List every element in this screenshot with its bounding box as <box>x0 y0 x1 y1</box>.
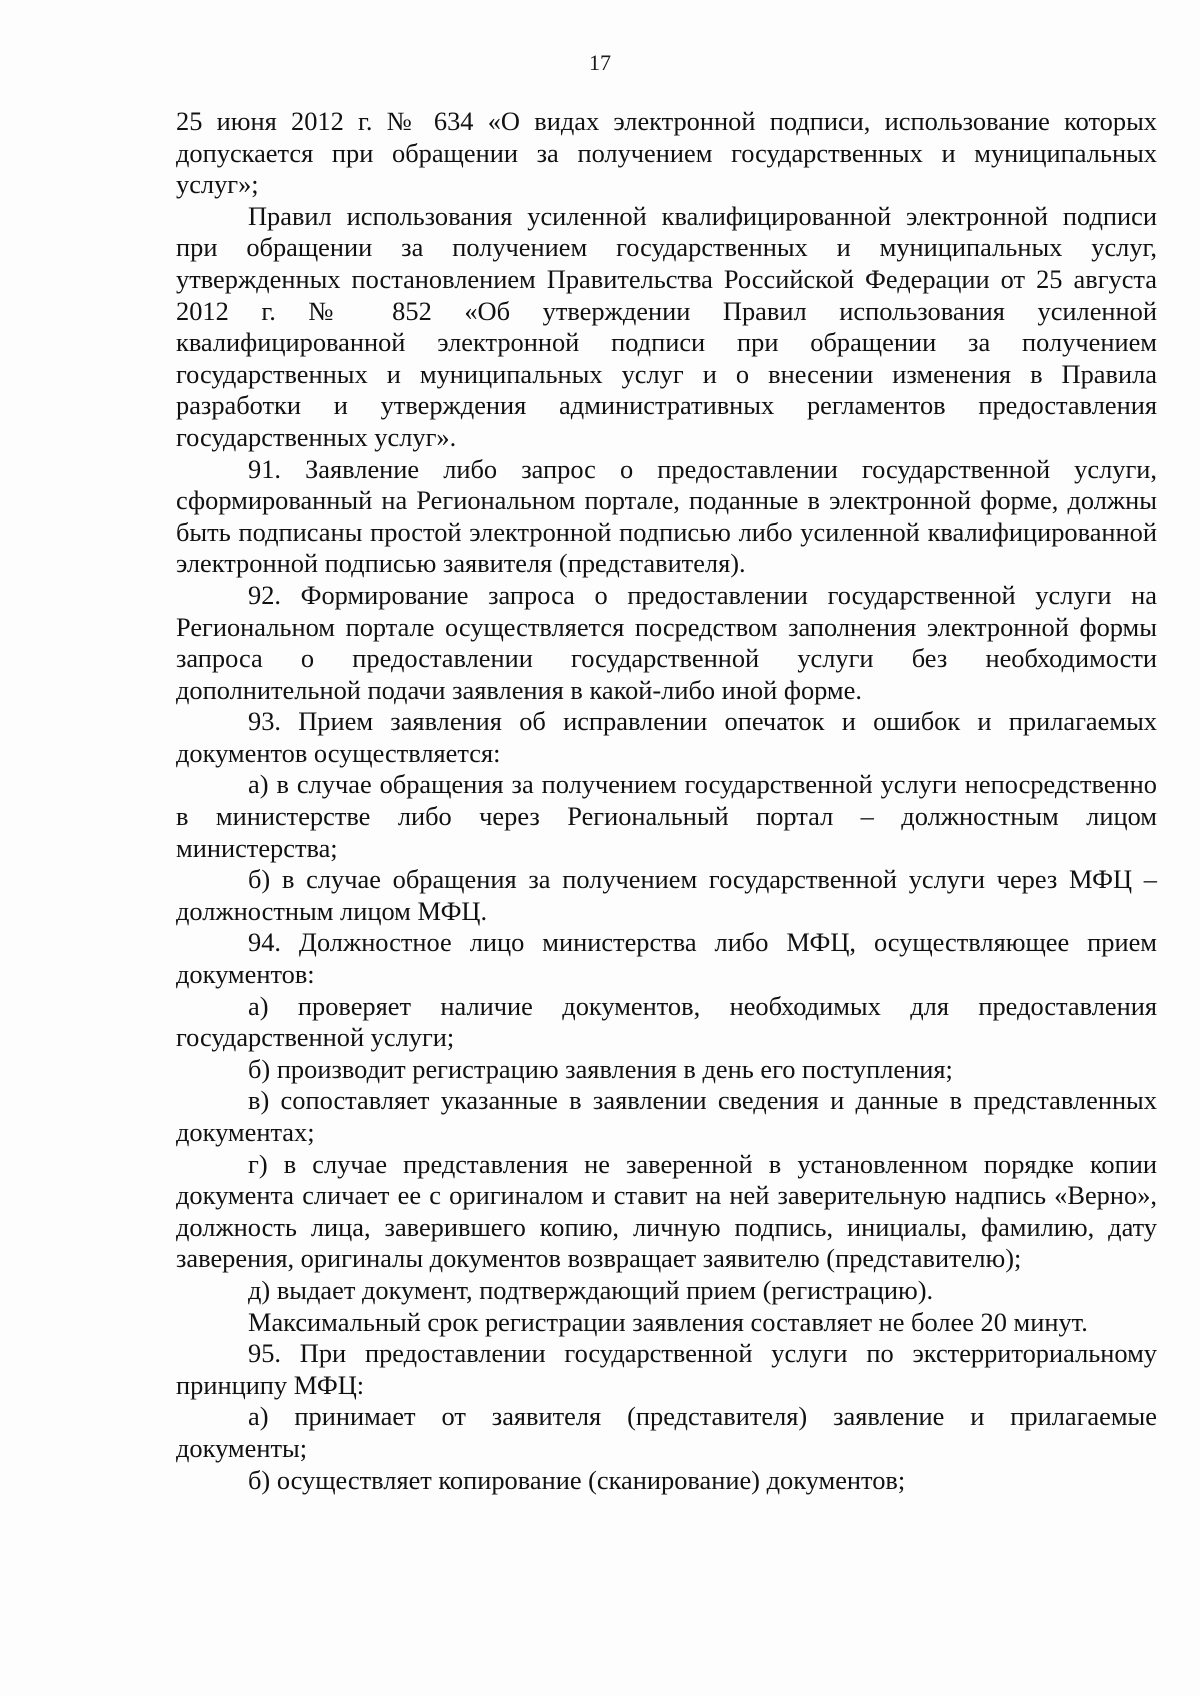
page-number: 17 <box>589 50 611 75</box>
paragraph-94: 94. Должностное лицо министерства либо МФЦ, осуществляющее прием документов: <box>176 927 1157 990</box>
paragraph-95-a: а) принимает от заявителя (представителя) заявление и прилагаемые документы; <box>176 1401 1157 1463</box>
paragraph-95-b: б) осуществляет копирование (сканирование) документов; <box>248 1464 906 1495</box>
paragraph-94-a: а) проверяет наличие документов, необходимых для предоставления государственной услуги; <box>176 990 1157 1053</box>
document-body <box>176 106 1157 1496</box>
paragraph-rules-852: Правил использования усиленной квалифицированной электронной подписи при обращении за получением государственных и муниципальных услуг, утвержденных постановлением Правительства Российской Федерации от 25 августа 2012 г. № 852 «Об утверждении Правил использования усиленной квалифицированной электронной подписи при обращении за получением государственных и муниципальных услуг и о внесении изменения в Правила разработки и утверждения административных регламентов предоставления государственных услуг». <box>176 200 1157 452</box>
paragraph-95: 95. При предоставлении государственной услуги по экстерриториальному принципу МФЦ: <box>176 1338 1157 1400</box>
paragraph-93: 93. Прием заявления об исправлении опечаток и ошибок и прилагаемых документов осуществляется: <box>176 706 1157 768</box>
paragraph-94-d: д) выдает документ, подтверждающий прием (регистрацию). <box>248 1274 934 1305</box>
paragraph-91: 91. Заявление либо запрос о предоставлении государственной услуги, сформированный на Региональном портале, поданные в электронной форме, должны быть подписаны простой электронной подписью либо усиленной квалифицированной электронной подписью заявителя (представителя). <box>176 453 1157 579</box>
paragraph-94-g: г) в случае представления не заверенной в установленном порядке копии документа сличает ее с оригиналом и ставит на ней заверительную надпись «Верно», должность лица, заверившего копию, личную подпись, инициалы, фамилию, дату заверения, оригиналы документов возвращает заявителю (представителю); <box>176 1148 1157 1274</box>
paragraph-continuation-634: 25 июня 2012 г. № 634 «О видах электронной подписи, использование которых допускается при обращении за получением государственных и муниципальных услуг»; <box>176 106 1157 200</box>
paragraph-94-b: б) производит регистрацию заявления в день его поступления; <box>248 1053 953 1084</box>
paragraph-93-b: б) в случае обращения за получением государственной услуги через МФЦ – должностным лицом МФЦ. <box>176 864 1157 926</box>
paragraph-max-registration-time: Максимальный срок регистрации заявления составляет не более 20 минут. <box>248 1306 1088 1337</box>
paragraph-94-v: в) сопоставляет указанные в заявлении сведения и данные в представленных документах; <box>176 1085 1157 1147</box>
paragraph-93-a: а) в случае обращения за получением государственной услуги непосредственно в министерстве либо через Региональный портал – должностным лицом министерства; <box>176 769 1157 863</box>
paragraph-92: 92. Формирование запроса о предоставлении государственной услуги на Региональном портале осуществляется посредством заполнения электронной формы запроса о предоставлении государственной услуги без необходимости дополнительной подачи заявления в какой-либо иной форме. <box>176 579 1157 705</box>
